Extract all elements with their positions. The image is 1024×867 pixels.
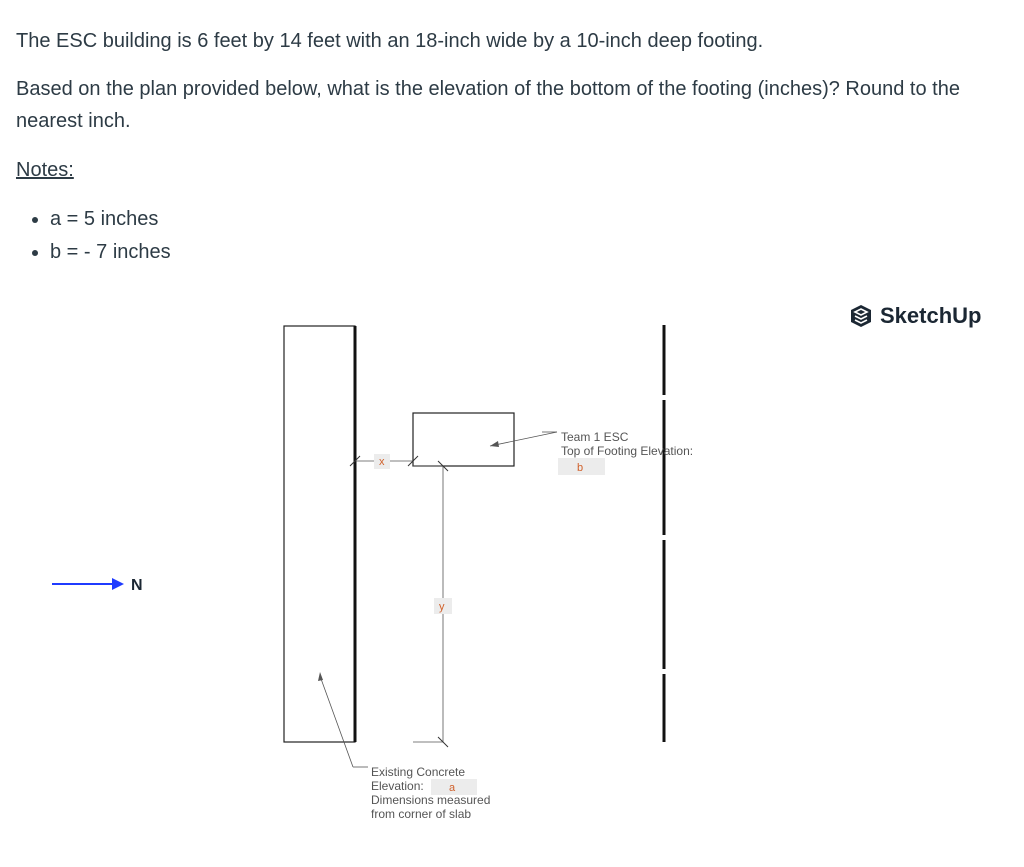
callout-b: b <box>577 462 584 474</box>
callout-team: Team 1 ESC <box>561 430 629 444</box>
north-label: N <box>131 577 143 594</box>
note-b: • b = - 7 inches <box>50 236 171 269</box>
callout-a: a <box>449 782 456 794</box>
question-line-2: Based on the plan provided below, what is the elevation of the bottom of the footing (inches)? Round to the nearest inch. <box>16 78 960 132</box>
callout-dims: Dimensions measured <box>371 793 491 807</box>
note-a: • a = 5 inches <box>50 203 171 236</box>
north-arrow <box>52 577 143 594</box>
x-dimension <box>350 454 418 469</box>
callout-from: from corner of slab <box>371 807 472 821</box>
x-label: x <box>379 456 385 468</box>
esc-footing <box>413 413 514 466</box>
notes-list <box>16 203 171 269</box>
callout-footing: Top of Footing Elevation: <box>561 444 694 458</box>
notes-heading: Notes: <box>16 159 74 181</box>
callout-elevation: Elevation: <box>371 779 424 793</box>
y-label: y <box>439 601 445 613</box>
callout-existing: Existing Concrete <box>371 765 466 779</box>
site-plan-figure <box>0 290 1024 850</box>
sketchup-brand-text: SketchUp <box>880 303 982 328</box>
question-line-1: The ESC building is 6 feet by 14 feet with an 18-inch wide by a 10-inch deep footing. <box>16 30 764 52</box>
y-dimension <box>413 461 452 747</box>
existing-callout <box>318 672 490 821</box>
